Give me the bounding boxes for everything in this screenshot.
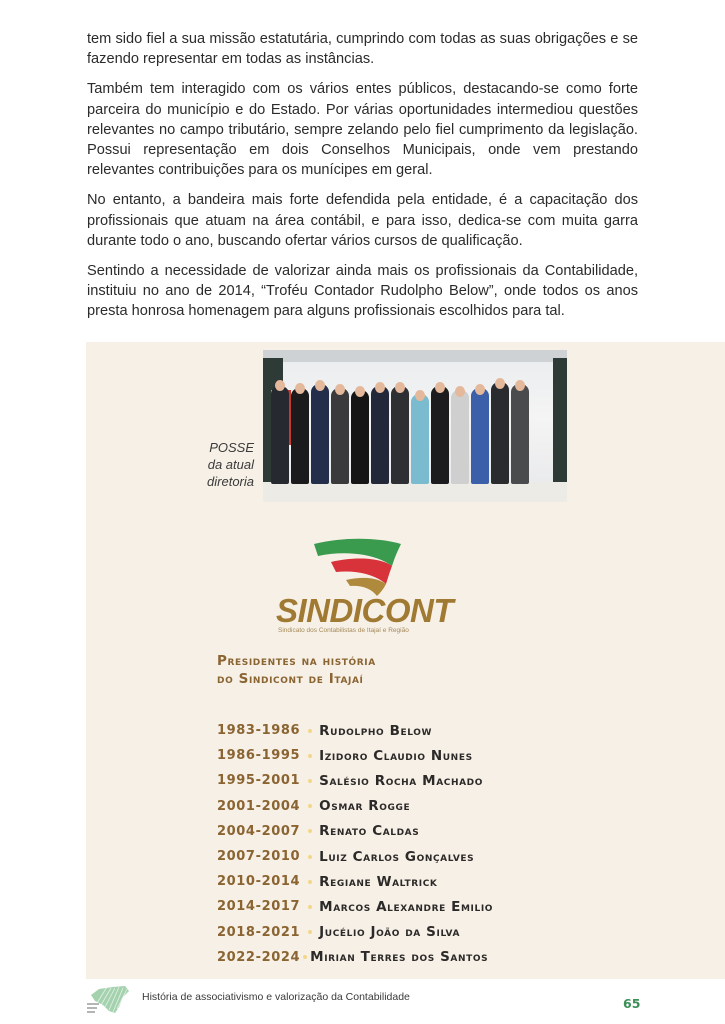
photo-caption xyxy=(180,439,254,490)
president-name: Luiz Carlos Gonçalves xyxy=(319,848,475,865)
term-years: 2007-2010 xyxy=(217,849,301,865)
term-years: 1986-1995 xyxy=(217,748,301,764)
paragraph: tem sido fiel a sua missão estatutária, cumprindo com todas as suas obrigações e se fazendo representar em todas as instâncias. xyxy=(87,31,638,68)
president-name: Regiane Waltrick xyxy=(319,873,438,890)
term-years: 2004-2007 xyxy=(217,823,301,839)
list-item xyxy=(217,794,493,819)
separator-dot-icon xyxy=(308,930,312,934)
separator-dot-icon xyxy=(308,855,312,859)
presidents-heading xyxy=(217,652,376,688)
list-item xyxy=(217,718,493,743)
list-item xyxy=(217,743,493,768)
separator-dot-icon xyxy=(308,804,312,808)
list-item xyxy=(217,920,493,945)
flag-swoosh-icon xyxy=(276,536,450,596)
separator-dot-icon xyxy=(308,829,312,833)
list-item xyxy=(217,844,493,869)
separator-dot-icon xyxy=(308,754,312,758)
page-number: 65 xyxy=(623,996,641,1011)
caption-line: diretoria xyxy=(207,474,254,489)
term-years: 2018-2021 xyxy=(217,924,301,940)
term-years: 2010-2014 xyxy=(217,874,301,890)
term-years: 1983-1986 xyxy=(217,723,301,739)
paragraph: Também tem interagido com os vários entes públicos, destacando-se como forte parceira do município e do Estado. Por várias oportunidades intermediou questões relevantes no campo tributário, sempre zelando pelo fiel cumprimento da legislação. Possui representação em dois Conselhos Municipais, onde vem prestando relevantes contribuições para os munícipes em geral. xyxy=(87,81,638,179)
sindicont-logo xyxy=(276,536,453,640)
presidents-list xyxy=(217,718,493,970)
term-years: 1995-2001 xyxy=(217,773,301,789)
logo-subtitle: Sindicato dos Contabilistas de Itajaí e Região xyxy=(278,627,409,634)
separator-dot-icon xyxy=(308,880,312,884)
president-name: Osmar Rogge xyxy=(319,798,411,815)
body-text xyxy=(87,29,638,332)
term-years: 2022-2024 xyxy=(217,949,301,965)
footer-map-logo-icon xyxy=(85,985,131,1015)
president-name: Renato Caldas xyxy=(319,823,420,840)
board-photo xyxy=(263,350,567,502)
president-name: Rudolpho Below xyxy=(319,722,433,739)
president-name: Izidoro Claudio Nunes xyxy=(319,747,473,764)
list-item xyxy=(217,768,493,793)
separator-dot-icon xyxy=(308,729,312,733)
list-item xyxy=(217,869,493,894)
list-item xyxy=(217,945,493,970)
paragraph: No entanto, a bandeira mais forte defendida pela entidade, é a capacitação dos profissionais que atuam na área contábil, e para isso, dedica-se com muita garra durante todo o ano, buscando ofertar vários cursos de qualificação. xyxy=(87,192,638,249)
list-item xyxy=(217,894,493,919)
caption-line: POSSE xyxy=(209,440,254,455)
footer-title: História de associativismo e valorização da Contabilidade xyxy=(142,991,410,1003)
separator-dot-icon xyxy=(308,905,312,909)
heading-line: do Sindicont de Itajaí xyxy=(217,671,364,687)
president-name: Marcos Alexandre Emilio xyxy=(319,898,494,915)
president-name: Salésio Rocha Machado xyxy=(319,772,483,789)
president-name: Jucélio João da Silva xyxy=(319,924,461,941)
separator-dot-icon xyxy=(303,955,307,959)
term-years: 2014-2017 xyxy=(217,899,301,915)
logo-wordmark: SINDICONT xyxy=(276,592,453,629)
paragraph: Sentindo a necessidade de valorizar ainda mais os profissionais da Contabilidade, instituiu no ano de 2014, “Troféu Contador Rudolpho Below”, onde todos os anos presta honrosa homenagem para alguns profissionais escolhidos para tal. xyxy=(87,263,638,320)
heading-line: Presidentes na história xyxy=(217,653,376,669)
list-item xyxy=(217,819,493,844)
caption-line: da atual xyxy=(207,457,254,472)
president-name: Mirian Terres dos Santos xyxy=(310,949,489,966)
term-years: 2001-2004 xyxy=(217,798,301,814)
separator-dot-icon xyxy=(308,779,312,783)
